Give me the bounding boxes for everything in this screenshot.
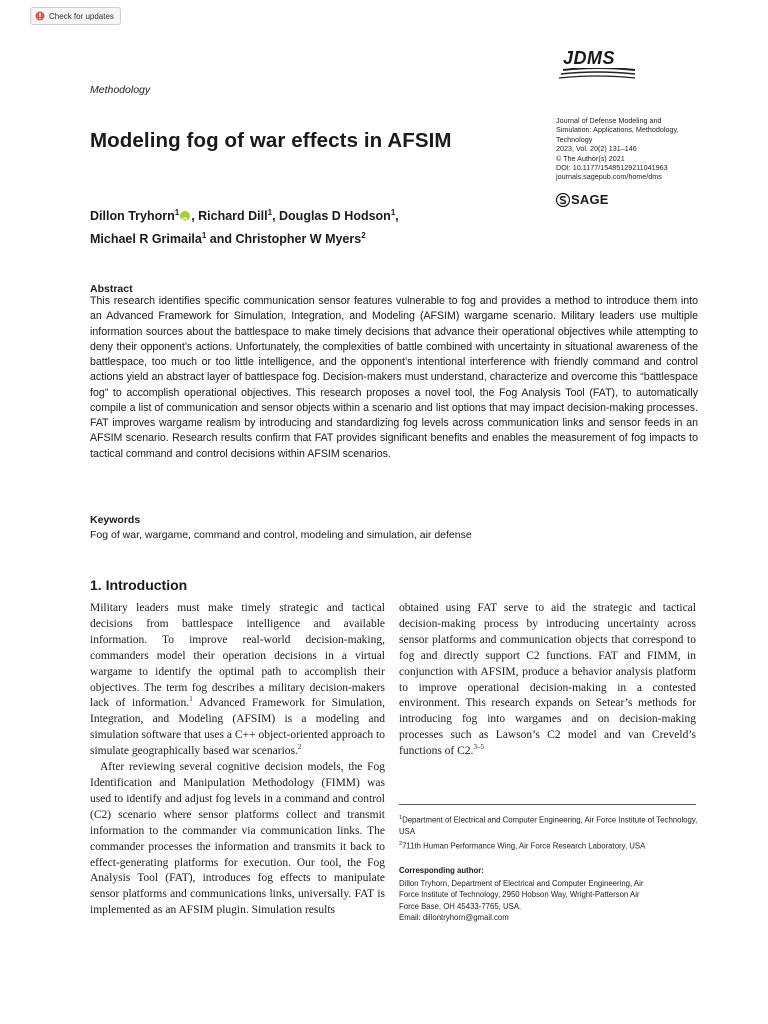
citation-marker[interactable]: 2 [297, 743, 302, 752]
keywords-heading: Keywords [90, 514, 141, 526]
journal-info-line: Journal of Defense Modeling and [556, 116, 662, 125]
affiliation-marker: 2 [399, 841, 403, 847]
corresponding-author-email[interactable]: Email: dillontryhorn@gmail.com [399, 913, 509, 923]
corresponding-author-line: Dillon Tryhorn, Department of Electrical and Computer Engineering, Air [399, 879, 644, 888]
abstract-heading: Abstract [90, 283, 133, 295]
affiliation-marker: 1 [201, 231, 207, 241]
check-for-updates-label: Check for updates [49, 11, 114, 21]
author-separator: , [272, 209, 280, 224]
body-column-right [399, 601, 696, 760]
journal-url[interactable]: journals.sagepub.com/home/dms [556, 172, 662, 182]
keywords-text: Fog of war, wargame, command and control, modeling and simulation, air defense [90, 529, 472, 541]
sage-s-icon [556, 193, 570, 207]
journal-logo-text: JDMS [563, 48, 616, 68]
author-name: Christopher W Myers [235, 232, 362, 247]
journal-doi[interactable]: DOI: 10.1177/15485129211041963 [556, 163, 668, 173]
journal-logo [553, 48, 643, 82]
logo-stripes-icon [557, 68, 637, 82]
journal-info-line: 2023, Vol. 20(2) 131–146 [556, 144, 637, 154]
author-separator: , [191, 209, 199, 224]
article-title: Modeling fog of war effects in AFSIM [90, 129, 452, 152]
body-paragraph: After reviewing several cognitive decision models, the Fog Identification and Manipulation Methodology (FIMM) was used to identify and adjust fog levels in a command and control (C2) scenario where sensor platforms collect and transmit information to the commander via communication links. The commander processes the information and transmits it back to effect-generating platforms for execution. Our tool, the Fog Analysis Tool (FAT), introduces fog effects to manipulate sensor platforms and communications links, universally. FAT is implemented as an AFSIM plugin. Simulation results [90, 761, 385, 917]
author-name: Michael R Grimaila [90, 232, 202, 247]
publisher-name: SAGE [571, 192, 609, 207]
author-list: Dillon Tryhorn$^1$iD , Richard Dill$^1$, Douglas D Hodson$^1$, Michael R Grimaila$^1$ and Christopher W Myers$^2$ [90, 203, 530, 249]
affiliation-text: 711th Human Performance Wing, Air Force Research Laboratory, USA [402, 841, 646, 851]
corresponding-author-details [399, 878, 699, 924]
affiliation-marker: 1 [174, 208, 180, 217]
corresponding-author-line: Force Base, OH 45433-7765, USA. [399, 901, 522, 911]
body-text: Advanced Framework for Simulation, Integration, and Modeling (AFSIM) is a modeling and simulation software that uses a C++ object-oriented approach to simulate geographically based war scenarios. [90, 697, 385, 758]
body-paragraph [399, 601, 696, 760]
affiliation-text: Department of Electrical and Computer Engineering, Air Force Institute of Technology, USA [399, 815, 698, 837]
author-separator: and [206, 232, 236, 247]
affiliation-footnote [399, 839, 699, 852]
author-name: Douglas D Hodson [279, 209, 391, 224]
body-column-left [90, 601, 385, 919]
body-text: Military leaders must make timely strategic and tactical decisions from battlespace intelligence and available information. To improve real-world decision-making, commanders model their operation decisions in a virtual wargame to identify the optimal path to accomplish their objectives. The term fog describes a military decision-makers lack of information. [90, 602, 385, 710]
journal-info-line: Simulation: Applications, Methodology, [556, 125, 679, 135]
journal-info-line: © The Author(s) 2021 [556, 153, 625, 163]
corresponding-author-heading: Corresponding author: [399, 866, 484, 875]
introduction-heading: 1. Introduction [90, 577, 188, 593]
affiliation-marker: 1 [390, 208, 396, 217]
check-for-updates-button[interactable] [30, 7, 121, 25]
section-label: Methodology [90, 84, 151, 96]
author-name: Richard Dill [198, 209, 268, 224]
affiliation-marker: 1 [267, 208, 273, 217]
citation-marker[interactable]: 3–5 [473, 743, 484, 752]
body-paragraph [90, 601, 385, 760]
orcid-icon[interactable] [180, 211, 190, 221]
corresponding-author-line: Force Institute of Technology, 2950 Hobson Way, Wright-Patterson Air [399, 890, 640, 900]
update-badge-icon [35, 11, 45, 21]
abstract-text: This research identifies specific communication sensor features vulnerable to fog and provides a method to introduce them into an Advanced Framework for Simulation, Integration, and Modeling (AFSIM) wargame scenario. Military leaders use multiple information sources about the battlespace to make timely decisions that advance their operational objectives while attempting to deny their opponent’s actions. Unfortunately, the complexities of battle combined with uncertainty in situational awareness of the battlespace, too much or too little intelligence, and the opponent’s intentional interference with friendly command and control actions yield an abstract layer of battlespace fog. Decision-makers must understand, characterize and overcome this “battlespace fog” to accomplish operational objectives. This research proposes a novel tool, the Fog Analysis Tool (FAT), to automatically compile a list of communication and sensor objects within a scenario and list options that may impact decision-making processes. FAT improves wargame realism by introducing and standardizing fog levels across communication links and sensor feeds in an AFSIM scenario. Research results confirm that FAT provides significant benefits and enables the measurement of fog impacts to tactical command and control decisions within AFSIM scenarios. [90, 295, 698, 460]
affiliation-marker: 1 [399, 815, 403, 821]
citation-marker[interactable]: 1 [189, 695, 193, 704]
publisher-logo [556, 192, 609, 207]
footnote-divider [399, 804, 696, 805]
body-text: obtained using FAT serve to aid the strategic and tactical decision-making process by introducing uncertainty across sensor platforms and communication objects that correspond to fog and directly support C2 functions. FAT and FIMM, in conjunction with AFSIM, produce a behavior analysis platform to improve operational decision-making in a contested environment. This research expands on Setear’s methods for introducing fog into wargames and on decision-making processes such as Lawson’s C2 model and van Creveld’s functions of C2. [399, 602, 696, 758]
journal-info-line: Technology [556, 134, 593, 144]
affiliation-marker: 2 [361, 231, 366, 241]
author-name: Dillon Tryhorn [90, 209, 175, 224]
affiliation-footnote [399, 813, 699, 838]
journal-info [556, 116, 706, 182]
